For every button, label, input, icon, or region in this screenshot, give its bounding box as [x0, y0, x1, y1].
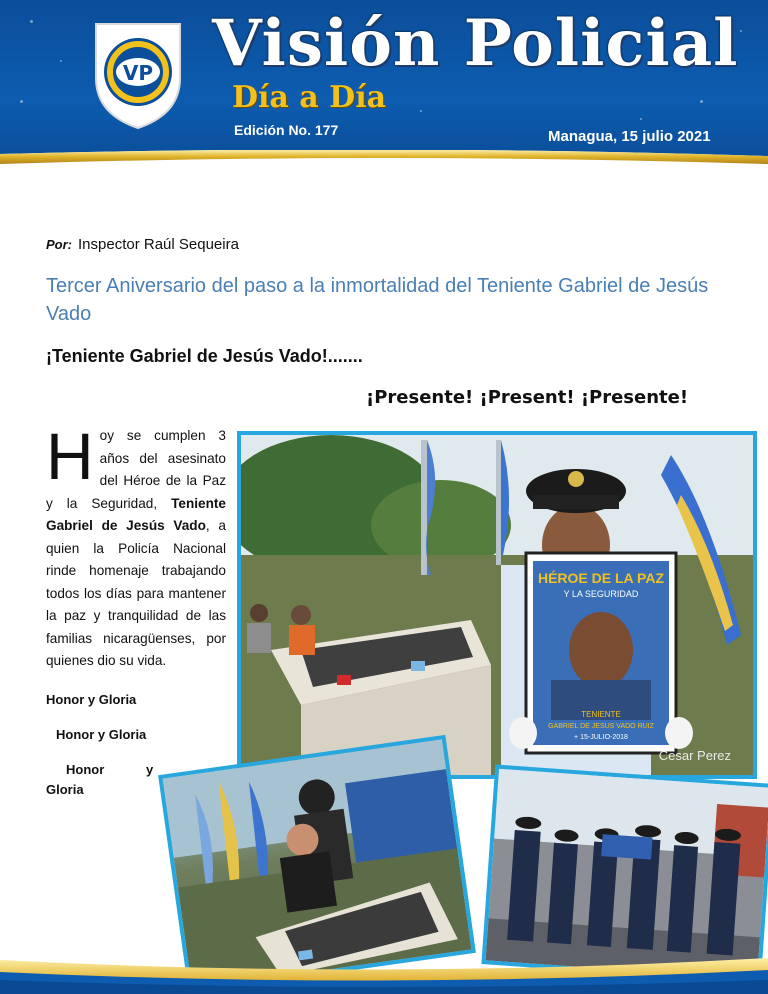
- presente-line: ¡Presente! ¡Present! ¡Presente!: [366, 387, 689, 408]
- byline-prefix: Por:: [46, 237, 72, 252]
- article-body: Hoy se cumplen 3 años del asesinato del Héroe de la Paz y la Seguridad, Teniente Gabriel de Jesús Vado, a quien la Policía Nacional rinde homenaje trabajando todos los días para mantener la paz y tranquilidad de las familias nicaragüenses, por quienes dio su vida.: [46, 419, 226, 668]
- photo-watermark: Cesar Perez: [658, 748, 731, 763]
- honor-line-3a: Honor: [66, 762, 105, 777]
- article-headline: Tercer Aniversario del paso a la inmortalidad del Teniente Gabriel de Jesús Vado: [46, 275, 709, 325]
- honor-guard-scene: [486, 769, 768, 980]
- publication-subtitle: Día a Día: [232, 80, 387, 115]
- svg-text:GABRIEL DE JESUS VADO RUIZ: GABRIEL DE JESUS VADO RUIZ: [548, 723, 654, 730]
- article-subhead: ¡Teniente Gabriel de Jesús Vado!.......: [46, 346, 363, 366]
- honor-line-3c: Gloria: [46, 782, 84, 797]
- vp-shield-logo: [90, 18, 186, 130]
- honor-line-2: Honor y Gloria: [56, 727, 147, 742]
- svg-text:Y LA SEGURIDAD: Y LA SEGURIDAD: [563, 589, 639, 599]
- svg-text:+ 15-JULIO-2018: + 15-JULIO-2018: [574, 734, 628, 741]
- masthead: [0, 0, 768, 180]
- main-photo-memorial: [237, 431, 757, 779]
- honor-line-3b: y: [146, 762, 154, 777]
- svg-text:VP: VP: [122, 61, 154, 85]
- memorial-scene: [241, 435, 753, 775]
- byline: [46, 236, 239, 253]
- edition-number: Edición No. 177: [234, 122, 339, 138]
- byline-author: Inspector Raúl Sequeira: [78, 236, 239, 253]
- publication-title: Visión Policial: [212, 6, 739, 81]
- svg-text:HÉROE DE LA PAZ: HÉROE DE LA PAZ: [537, 570, 665, 586]
- honor-line-1: Honor y Gloria: [46, 692, 137, 707]
- footer-wave: [0, 950, 768, 994]
- honoree-name: Teniente Gabriel de Jesús Vado: [46, 495, 226, 533]
- gold-wave-band: [0, 150, 768, 180]
- dateline: Managua, 15 julio 2021: [548, 128, 711, 145]
- svg-text:TENIENTE: TENIENTE: [581, 710, 621, 719]
- drop-cap: H: [46, 419, 94, 493]
